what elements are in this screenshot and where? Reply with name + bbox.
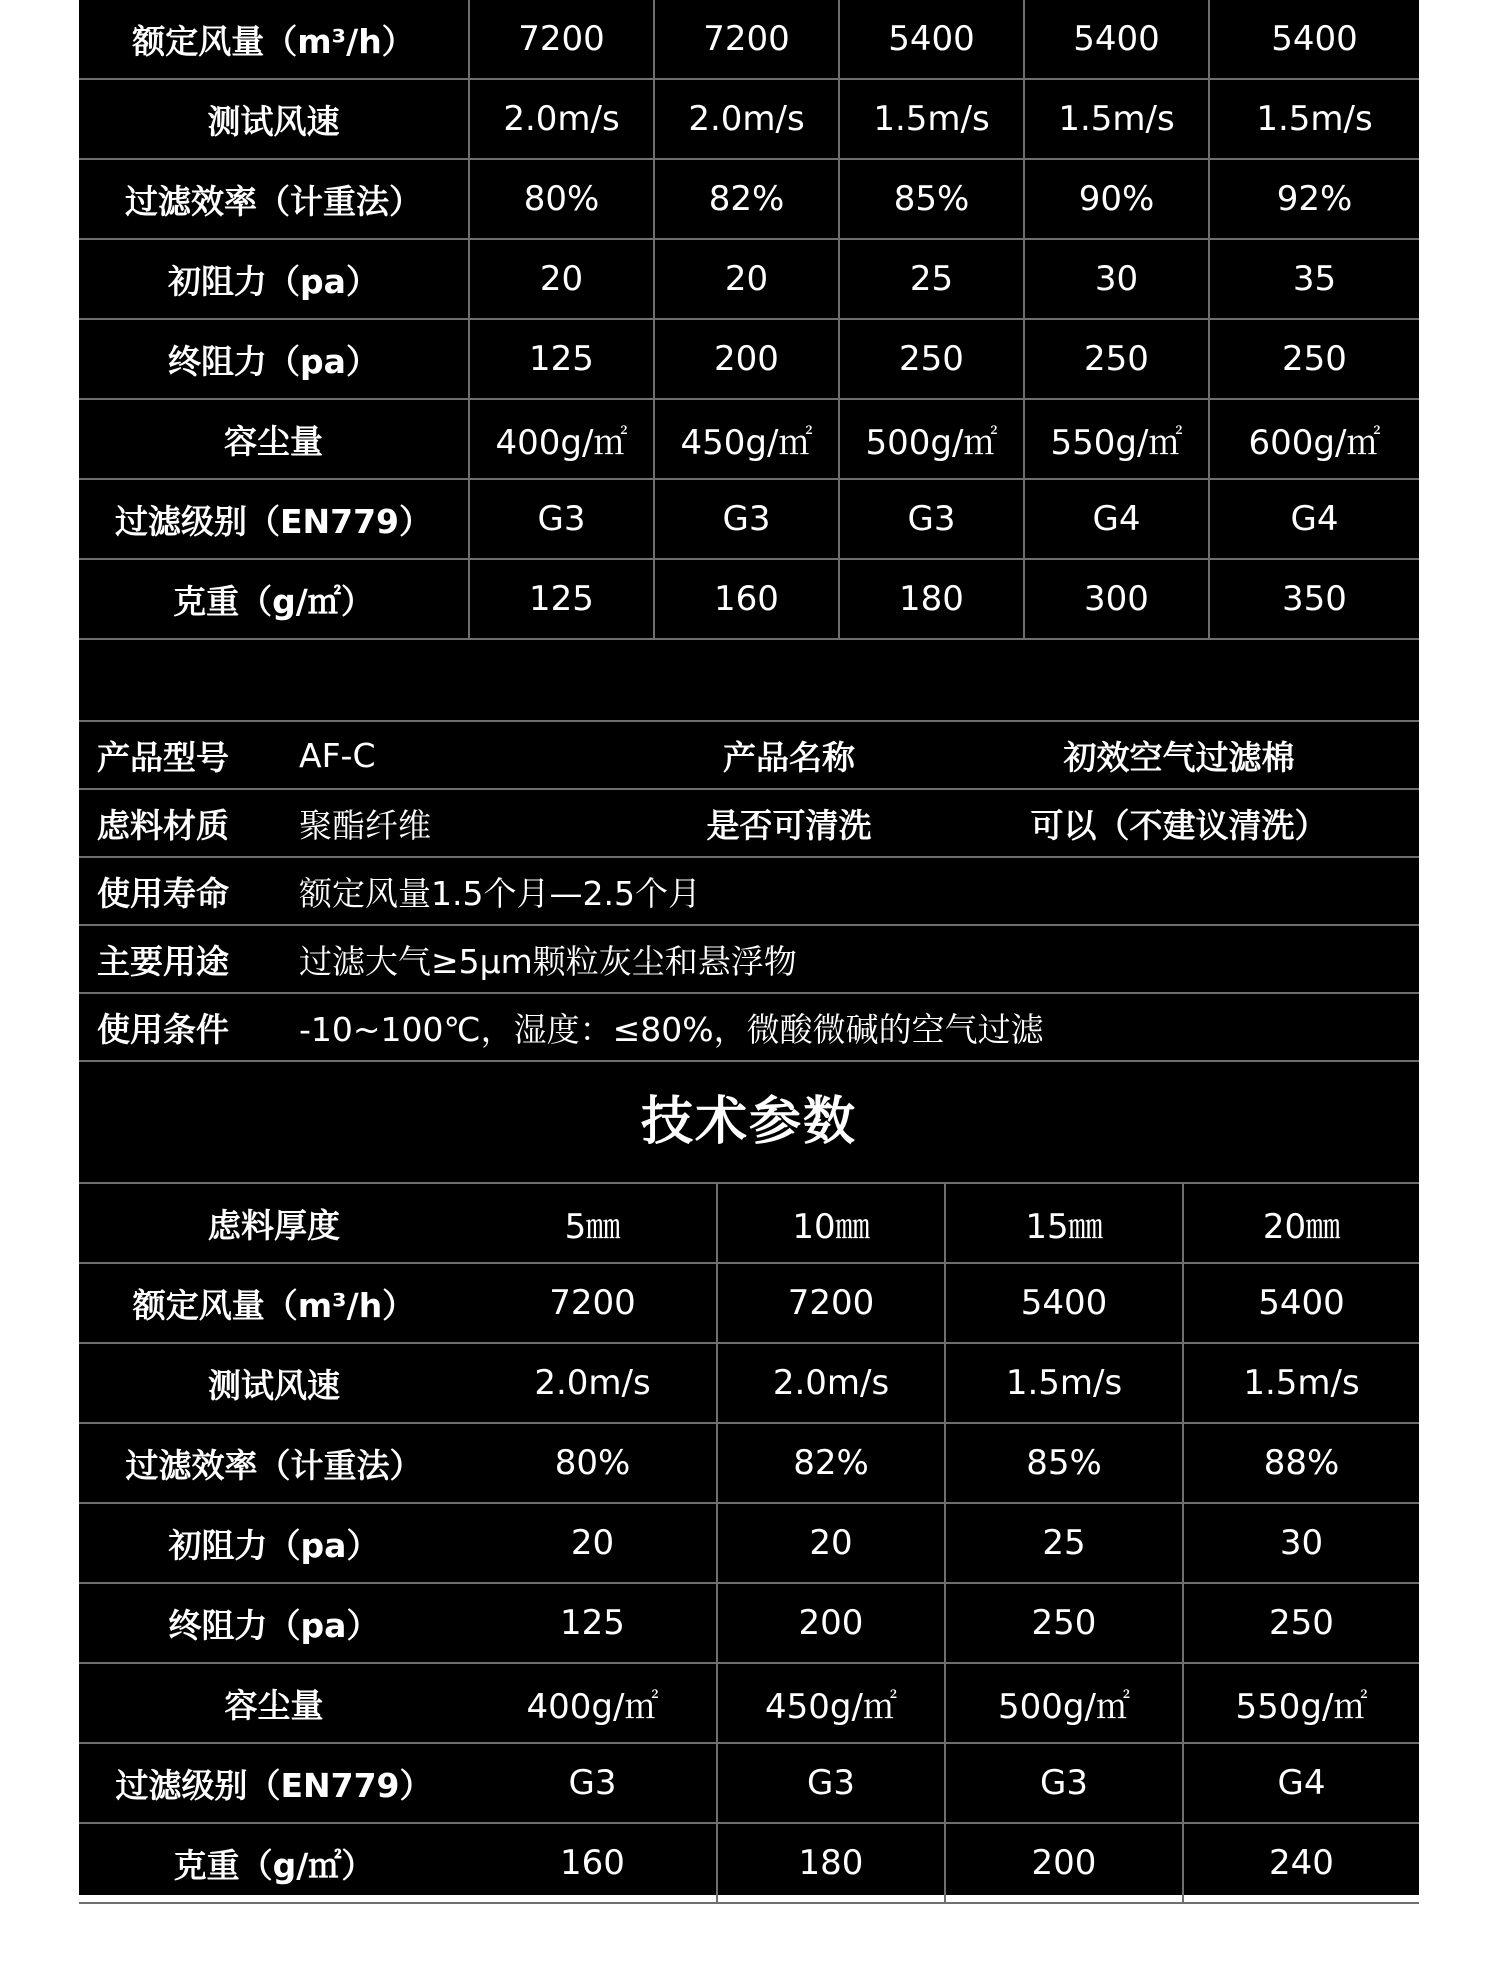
header-cell: 10㎜ — [717, 1183, 945, 1263]
table-cell: 1.5m/s — [1183, 1343, 1419, 1423]
info-value: 初效空气过滤棉 — [939, 721, 1419, 789]
table-cell: 20 — [469, 1503, 717, 1583]
info-row-material — [79, 789, 1419, 857]
table-cell: 20 — [469, 239, 654, 319]
table-cell: 30 — [1183, 1503, 1419, 1583]
table-cell: 20 — [654, 239, 839, 319]
table-cell: G3 — [717, 1743, 945, 1823]
table-cell: 20 — [717, 1503, 945, 1583]
info-row-life — [79, 857, 1419, 925]
table-cell: 7200 — [717, 1263, 945, 1343]
row-label: 测试风速 — [79, 1343, 469, 1423]
table-cell: 92% — [1209, 159, 1419, 239]
info-value: 过滤大气≥5μm颗粒灰尘和悬浮物 — [293, 925, 1419, 993]
table-cell: 250 — [1024, 319, 1209, 399]
table-cell: 80% — [469, 159, 654, 239]
row-label: 过滤级别（EN779） — [79, 479, 469, 559]
info-row-condition — [79, 993, 1419, 1061]
table-cell: 400g/㎡ — [469, 399, 654, 479]
table-cell: G4 — [1209, 479, 1419, 559]
spec-table-upper — [79, 0, 1419, 640]
table-cell: 7200 — [469, 0, 654, 79]
table-cell: 500g/㎡ — [839, 399, 1024, 479]
table-cell: 2.0m/s — [469, 79, 654, 159]
section-divider — [79, 638, 1419, 720]
info-key: 虑料材质 — [79, 789, 293, 857]
table-row — [79, 159, 1419, 239]
row-label: 容尘量 — [79, 1663, 469, 1743]
table-cell: 85% — [945, 1423, 1183, 1503]
table-cell: 30 — [1024, 239, 1209, 319]
spec-table-upper-body — [79, 0, 1419, 639]
info-key: 使用条件 — [79, 993, 293, 1061]
table-row — [79, 559, 1419, 639]
table-cell: 5400 — [1024, 0, 1209, 79]
table-cell: G3 — [654, 479, 839, 559]
table-cell: 85% — [839, 159, 1024, 239]
header-cell: 15㎜ — [945, 1183, 1183, 1263]
table-row — [79, 1503, 1419, 1583]
table-row — [79, 239, 1419, 319]
table-cell: 250 — [839, 319, 1024, 399]
table-cell: 160 — [469, 1823, 717, 1903]
table-cell: 450g/㎡ — [654, 399, 839, 479]
table-row — [79, 1663, 1419, 1743]
table-row — [79, 479, 1419, 559]
info-row-model — [79, 721, 1419, 789]
row-label: 额定风量（m³/h） — [79, 0, 469, 79]
table-row — [79, 0, 1419, 79]
row-label: 额定风量（m³/h） — [79, 1263, 469, 1343]
table-cell: 1.5m/s — [1024, 79, 1209, 159]
table-cell: 80% — [469, 1423, 717, 1503]
table-cell: 7200 — [654, 0, 839, 79]
table-cell: 5400 — [945, 1263, 1183, 1343]
table-cell: 200 — [654, 319, 839, 399]
table-cell: 90% — [1024, 159, 1209, 239]
table-cell: 1.5m/s — [945, 1343, 1183, 1423]
table-cell: G3 — [469, 1743, 717, 1823]
info-key: 产品名称 — [639, 721, 939, 789]
row-label: 克重（g/㎡） — [79, 559, 469, 639]
table-cell: 5400 — [839, 0, 1024, 79]
table-cell: 88% — [1183, 1423, 1419, 1503]
table-cell: 600g/㎡ — [1209, 399, 1419, 479]
info-value: 额定风量1.5个月—2.5个月 — [293, 857, 1419, 925]
info-value: AF-C — [293, 721, 639, 789]
table-cell: 1.5m/s — [839, 79, 1024, 159]
row-label: 初阻力（pa） — [79, 239, 469, 319]
table-cell: 180 — [717, 1823, 945, 1903]
table-cell: 125 — [469, 1583, 717, 1663]
table-row — [79, 319, 1419, 399]
table-row — [79, 1743, 1419, 1823]
table-cell: 550g/㎡ — [1024, 399, 1209, 479]
table-cell: G4 — [1024, 479, 1209, 559]
table-header-row — [79, 1183, 1419, 1263]
table-cell: 200 — [717, 1583, 945, 1663]
table-cell: 240 — [1183, 1823, 1419, 1903]
table-cell: 25 — [839, 239, 1024, 319]
section-title: 技术参数 — [640, 1092, 857, 1152]
info-key: 是否可清洗 — [639, 789, 939, 857]
table-cell: 250 — [1209, 319, 1419, 399]
table-cell: 250 — [945, 1583, 1183, 1663]
table-cell: 5400 — [1209, 0, 1419, 79]
table-cell: 160 — [654, 559, 839, 639]
table-cell: 500g/㎡ — [945, 1663, 1183, 1743]
info-row-usage — [79, 925, 1419, 993]
table-cell: G3 — [945, 1743, 1183, 1823]
header-cell: 5㎜ — [469, 1183, 717, 1263]
row-label: 终阻力（pa） — [79, 319, 469, 399]
table-cell: 250 — [1183, 1583, 1419, 1663]
product-info-body — [79, 721, 1419, 1061]
table-row — [79, 1423, 1419, 1503]
product-info-table — [79, 720, 1419, 1062]
table-cell: 25 — [945, 1503, 1183, 1583]
table-cell: G4 — [1183, 1743, 1419, 1823]
table-cell: 1.5m/s — [1209, 79, 1419, 159]
table-row — [79, 399, 1419, 479]
row-label: 终阻力（pa） — [79, 1583, 469, 1663]
table-cell: 2.0m/s — [717, 1343, 945, 1423]
row-label: 过滤效率（计重法） — [79, 159, 469, 239]
table-cell: 125 — [469, 319, 654, 399]
table-cell: G3 — [839, 479, 1024, 559]
header-cell: 20㎜ — [1183, 1183, 1419, 1263]
table-cell: 450g/㎡ — [717, 1663, 945, 1743]
table-cell: 7200 — [469, 1263, 717, 1343]
table-cell: 125 — [469, 559, 654, 639]
row-label: 测试风速 — [79, 79, 469, 159]
table-row — [79, 1823, 1419, 1903]
table-cell: 5400 — [1183, 1263, 1419, 1343]
table-cell: 550g/㎡ — [1183, 1663, 1419, 1743]
table-cell: 200 — [945, 1823, 1183, 1903]
table-cell: 2.0m/s — [469, 1343, 717, 1423]
table-cell: 350 — [1209, 559, 1419, 639]
row-label: 过滤级别（EN779） — [79, 1743, 469, 1823]
table-cell: 180 — [839, 559, 1024, 639]
table-row — [79, 1583, 1419, 1663]
table-row — [79, 1263, 1419, 1343]
row-label: 初阻力（pa） — [79, 1503, 469, 1583]
table-cell: G3 — [469, 479, 654, 559]
info-key: 产品型号 — [79, 721, 293, 789]
spec-table-lower-body — [79, 1183, 1419, 1903]
info-value: 聚酯纤维 — [293, 789, 639, 857]
info-value: -10~100℃，湿度：≤80%，微酸微碱的空气过滤 — [293, 993, 1419, 1061]
table-cell: 35 — [1209, 239, 1419, 319]
row-label: 虑料厚度 — [79, 1183, 469, 1263]
table-cell: 82% — [654, 159, 839, 239]
table-row — [79, 1343, 1419, 1423]
spec-sheet — [79, 0, 1419, 1895]
table-cell: 2.0m/s — [654, 79, 839, 159]
info-key: 使用寿命 — [79, 857, 293, 925]
spec-table-lower — [79, 1182, 1419, 1904]
row-label: 过滤效率（计重法） — [79, 1423, 469, 1503]
table-cell: 300 — [1024, 559, 1209, 639]
info-key: 主要用途 — [79, 925, 293, 993]
table-cell: 82% — [717, 1423, 945, 1503]
table-row — [79, 79, 1419, 159]
row-label: 容尘量 — [79, 399, 469, 479]
info-value: 可以（不建议清洗） — [939, 789, 1419, 857]
table-cell: 400g/㎡ — [469, 1663, 717, 1743]
row-label: 克重（g/㎡） — [79, 1823, 469, 1903]
